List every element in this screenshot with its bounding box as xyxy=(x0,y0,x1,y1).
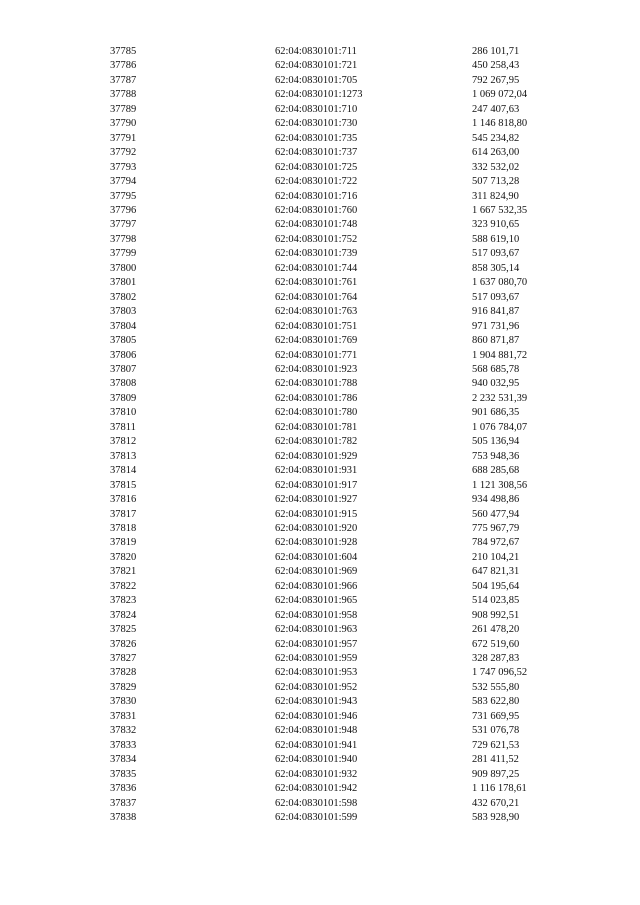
row-number: 37787 xyxy=(110,74,137,86)
cadastral-number: 62:04:0830101:739 xyxy=(275,248,358,260)
cadastral-number: 62:04:0830101:716 xyxy=(275,190,358,202)
cadastral-number: 62:04:0830101:721 xyxy=(275,60,358,72)
row-number: 37824 xyxy=(110,609,137,621)
table-row xyxy=(110,768,592,782)
cadastral-number: 62:04:0830101:929 xyxy=(275,450,358,462)
cadastral-value: 568 685,78 xyxy=(472,363,520,375)
cadastral-number: 62:04:0830101:751 xyxy=(275,320,358,332)
cadastral-value: 560 477,94 xyxy=(472,508,520,520)
row-number: 37832 xyxy=(110,725,137,737)
cadastral-value: 1 121 308,56 xyxy=(472,479,528,491)
row-number: 37810 xyxy=(110,407,137,419)
table-row xyxy=(110,117,592,131)
table-row xyxy=(110,363,592,377)
table-row xyxy=(110,392,592,406)
cadastral-number: 62:04:0830101:730 xyxy=(275,118,358,130)
row-number: 37826 xyxy=(110,638,137,650)
cadastral-number: 62:04:0830101:737 xyxy=(275,147,358,159)
cadastral-value: 281 411,52 xyxy=(472,754,519,766)
table-row xyxy=(110,262,592,276)
table-row xyxy=(110,638,592,652)
cadastral-value: 504 195,64 xyxy=(472,580,520,592)
row-number: 37825 xyxy=(110,624,137,636)
cadastral-value: 753 948,36 xyxy=(472,450,520,462)
cadastral-number: 62:04:0830101:604 xyxy=(275,551,358,563)
row-number: 37827 xyxy=(110,653,137,665)
table-row xyxy=(110,565,592,579)
cadastral-value: 901 686,35 xyxy=(472,407,520,419)
table-row xyxy=(110,132,592,146)
cadastral-number: 62:04:0830101:725 xyxy=(275,161,358,173)
table-row xyxy=(110,797,592,811)
row-number: 37838 xyxy=(110,812,137,824)
cadastral-value: 332 532,02 xyxy=(472,161,520,173)
cadastral-number: 62:04:0830101:782 xyxy=(275,436,358,448)
table-row xyxy=(110,377,592,391)
cadastral-number: 62:04:0830101:598 xyxy=(275,797,358,809)
cadastral-number: 62:04:0830101:942 xyxy=(275,783,358,795)
table-row xyxy=(110,276,592,290)
row-number: 37807 xyxy=(110,363,137,375)
row-number: 37800 xyxy=(110,262,137,274)
cadastral-number: 62:04:0830101:760 xyxy=(275,204,358,216)
cadastral-value: 971 731,96 xyxy=(472,320,520,332)
cadastral-value: 860 871,87 xyxy=(472,335,520,347)
table-row xyxy=(110,782,592,796)
cadastral-number: 62:04:0830101:769 xyxy=(275,335,358,347)
row-number: 37793 xyxy=(110,161,137,173)
cadastral-value: 261 478,20 xyxy=(472,624,520,636)
table-row xyxy=(110,291,592,305)
cadastral-number: 62:04:0830101:771 xyxy=(275,349,358,361)
row-number: 37804 xyxy=(110,320,137,332)
cadastral-number: 62:04:0830101:953 xyxy=(275,667,358,679)
table-row xyxy=(110,175,592,189)
row-number: 37811 xyxy=(110,421,136,433)
cadastral-value: 588 619,10 xyxy=(472,233,520,245)
cadastral-number: 62:04:0830101:940 xyxy=(275,754,358,766)
table-row xyxy=(110,551,592,565)
cadastral-value: 1 116 178,61 xyxy=(472,783,527,795)
cadastral-value: 792 267,95 xyxy=(472,74,520,86)
table-row xyxy=(110,88,592,102)
cadastral-number: 62:04:0830101:705 xyxy=(275,74,358,86)
cadastral-value: 908 992,51 xyxy=(472,609,520,621)
cadastral-number: 62:04:0830101:722 xyxy=(275,176,358,188)
row-number: 37794 xyxy=(110,176,137,188)
cadastral-number: 62:04:0830101:711 xyxy=(275,46,357,57)
cadastral-number: 62:04:0830101:786 xyxy=(275,392,358,404)
table-row xyxy=(110,493,592,507)
cadastral-number: 62:04:0830101:781 xyxy=(275,421,358,433)
cadastral-value: 517 093,67 xyxy=(472,291,520,303)
table-row xyxy=(110,146,592,160)
cadastral-number: 62:04:0830101:764 xyxy=(275,291,358,303)
row-number: 37788 xyxy=(110,89,137,101)
cadastral-number: 62:04:0830101:946 xyxy=(275,710,358,722)
cadastral-value: 328 287,83 xyxy=(472,653,520,665)
cadastral-value: 507 713,28 xyxy=(472,176,520,188)
row-number: 37795 xyxy=(110,190,137,202)
cadastral-value: 1 069 072,04 xyxy=(472,89,528,101)
table-row xyxy=(110,349,592,363)
table-row xyxy=(110,666,592,680)
row-number: 37819 xyxy=(110,537,137,549)
cadastral-value: 505 136,94 xyxy=(472,436,520,448)
row-number: 37823 xyxy=(110,595,137,607)
row-number: 37814 xyxy=(110,465,137,477)
cadastral-number: 62:04:0830101:965 xyxy=(275,595,358,607)
cadastral-number: 62:04:0830101:744 xyxy=(275,262,358,274)
cadastral-value: 432 670,21 xyxy=(472,797,520,809)
row-number: 37786 xyxy=(110,60,137,72)
row-number: 37817 xyxy=(110,508,137,520)
cadastral-value: 731 669,95 xyxy=(472,710,520,722)
cadastral-value: 688 285,68 xyxy=(472,465,520,477)
cadastral-value: 934 498,86 xyxy=(472,494,520,506)
cadastral-number: 62:04:0830101:923 xyxy=(275,363,358,375)
cadastral-number: 62:04:0830101:917 xyxy=(275,479,358,491)
table-body xyxy=(110,45,592,825)
row-number: 37822 xyxy=(110,580,137,592)
cadastral-value: 311 824,90 xyxy=(472,190,519,202)
table-row xyxy=(110,233,592,247)
cadastral-value: 210 104,21 xyxy=(472,551,520,563)
cadastral-number: 62:04:0830101:941 xyxy=(275,739,358,751)
cadastral-value: 2 232 531,39 xyxy=(472,392,528,404)
cadastral-number: 62:04:0830101:752 xyxy=(275,233,358,245)
cadastral-number: 62:04:0830101:748 xyxy=(275,219,358,231)
cadastral-value: 532 555,80 xyxy=(472,681,520,693)
cadastral-number: 62:04:0830101:927 xyxy=(275,494,358,506)
table-row xyxy=(110,218,592,232)
table-row xyxy=(110,74,592,88)
row-number: 37791 xyxy=(110,132,137,144)
cadastral-value: 672 519,60 xyxy=(472,638,520,650)
table-row xyxy=(110,464,592,478)
cadastral-number: 62:04:0830101:599 xyxy=(275,812,358,824)
row-number: 37829 xyxy=(110,681,137,693)
table-row xyxy=(110,305,592,319)
row-number: 37808 xyxy=(110,378,137,390)
cadastral-number: 62:04:0830101:952 xyxy=(275,681,358,693)
row-number: 37836 xyxy=(110,783,137,795)
cadastral-number: 62:04:0830101:959 xyxy=(275,653,358,665)
table-row xyxy=(110,45,592,59)
cadastral-number: 62:04:0830101:928 xyxy=(275,537,358,549)
row-number: 37821 xyxy=(110,566,137,578)
cadastral-number: 62:04:0830101:958 xyxy=(275,609,358,621)
cadastral-value: 1 146 818,80 xyxy=(472,118,528,130)
table-row xyxy=(110,479,592,493)
row-number: 37835 xyxy=(110,768,137,780)
row-number: 37792 xyxy=(110,147,137,159)
row-number: 37802 xyxy=(110,291,137,303)
cadastral-number: 62:04:0830101:963 xyxy=(275,624,358,636)
row-number: 37789 xyxy=(110,103,137,115)
table-row xyxy=(110,103,592,117)
cadastral-value-table xyxy=(110,45,592,825)
cadastral-value: 916 841,87 xyxy=(472,306,520,318)
cadastral-value: 1 076 784,07 xyxy=(472,421,528,433)
row-number: 37799 xyxy=(110,248,137,260)
table-row xyxy=(110,753,592,767)
cadastral-value: 647 821,31 xyxy=(472,566,520,578)
table-row xyxy=(110,652,592,666)
cadastral-number: 62:04:0830101:932 xyxy=(275,768,358,780)
table-row xyxy=(110,334,592,348)
cadastral-value: 729 621,53 xyxy=(472,739,520,751)
table-row xyxy=(110,406,592,420)
table-row xyxy=(110,710,592,724)
table-row xyxy=(110,435,592,449)
row-number: 37803 xyxy=(110,306,137,318)
cadastral-value: 514 023,85 xyxy=(472,595,520,607)
cadastral-value: 517 093,67 xyxy=(472,248,520,260)
table-row xyxy=(110,421,592,435)
cadastral-value: 1 667 532,35 xyxy=(472,204,528,216)
cadastral-value: 247 407,63 xyxy=(472,103,520,115)
cadastral-value: 450 258,43 xyxy=(472,60,520,72)
table-row xyxy=(110,609,592,623)
table-row xyxy=(110,594,592,608)
cadastral-number: 62:04:0830101:710 xyxy=(275,103,358,115)
row-number: 37812 xyxy=(110,436,137,448)
table-row xyxy=(110,508,592,522)
cadastral-number: 62:04:0830101:761 xyxy=(275,277,358,289)
cadastral-value: 775 967,79 xyxy=(472,522,520,534)
cadastral-value: 545 234,82 xyxy=(472,132,520,144)
table-row xyxy=(110,190,592,204)
row-number: 37809 xyxy=(110,392,137,404)
table-row xyxy=(110,536,592,550)
cadastral-value: 531 076,78 xyxy=(472,725,520,737)
cadastral-value: 784 972,67 xyxy=(472,537,520,549)
cadastral-number: 62:04:0830101:735 xyxy=(275,132,358,144)
table-row xyxy=(110,695,592,709)
cadastral-value: 1 904 881,72 xyxy=(472,349,528,361)
cadastral-number: 62:04:0830101:948 xyxy=(275,725,358,737)
cadastral-value: 858 305,14 xyxy=(472,262,520,274)
cadastral-value: 583 928,90 xyxy=(472,812,520,824)
row-number: 37828 xyxy=(110,667,137,679)
cadastral-number: 62:04:0830101:788 xyxy=(275,378,358,390)
table-row xyxy=(110,247,592,261)
table-row xyxy=(110,320,592,334)
row-number: 37820 xyxy=(110,551,137,563)
row-number: 37831 xyxy=(110,710,137,722)
table-row xyxy=(110,204,592,218)
cadastral-value: 909 897,25 xyxy=(472,768,520,780)
row-number: 37806 xyxy=(110,349,137,361)
cadastral-number: 62:04:0830101:931 xyxy=(275,465,358,477)
row-number: 37801 xyxy=(110,277,137,289)
table-row xyxy=(110,739,592,753)
row-number: 37815 xyxy=(110,479,137,491)
cadastral-number: 62:04:0830101:969 xyxy=(275,566,358,578)
cadastral-number: 62:04:0830101:780 xyxy=(275,407,358,419)
cadastral-value: 583 622,80 xyxy=(472,696,520,708)
row-number: 37833 xyxy=(110,739,137,751)
row-number: 37816 xyxy=(110,494,137,506)
table-row xyxy=(110,450,592,464)
cadastral-value: 1 747 096,52 xyxy=(472,667,528,679)
cadastral-number: 62:04:0830101:1273 xyxy=(275,89,363,101)
table-row xyxy=(110,681,592,695)
row-number: 37785 xyxy=(110,46,137,57)
cadastral-number: 62:04:0830101:957 xyxy=(275,638,358,650)
cadastral-number: 62:04:0830101:920 xyxy=(275,522,358,534)
cadastral-value: 614 263,00 xyxy=(472,147,520,159)
table-row xyxy=(110,522,592,536)
cadastral-value: 286 101,71 xyxy=(472,46,520,57)
row-number: 37837 xyxy=(110,797,137,809)
cadastral-value: 940 032,95 xyxy=(472,378,520,390)
row-number: 37798 xyxy=(110,233,137,245)
table-row xyxy=(110,811,592,825)
table-row xyxy=(110,724,592,738)
row-number: 37818 xyxy=(110,522,137,534)
cadastral-number: 62:04:0830101:943 xyxy=(275,696,358,708)
row-number: 37796 xyxy=(110,204,137,216)
cadastral-value: 323 910,65 xyxy=(472,219,520,231)
row-number: 37797 xyxy=(110,219,137,231)
row-number: 37834 xyxy=(110,754,137,766)
cadastral-number: 62:04:0830101:763 xyxy=(275,306,358,318)
cadastral-value: 1 637 080,70 xyxy=(472,277,528,289)
row-number: 37805 xyxy=(110,335,137,347)
table-row xyxy=(110,580,592,594)
cadastral-number: 62:04:0830101:915 xyxy=(275,508,358,520)
row-number: 37813 xyxy=(110,450,137,462)
table-row xyxy=(110,59,592,73)
row-number: 37790 xyxy=(110,118,137,130)
table-row xyxy=(110,161,592,175)
cadastral-number: 62:04:0830101:966 xyxy=(275,580,358,592)
table-row xyxy=(110,623,592,637)
row-number: 37830 xyxy=(110,696,137,708)
